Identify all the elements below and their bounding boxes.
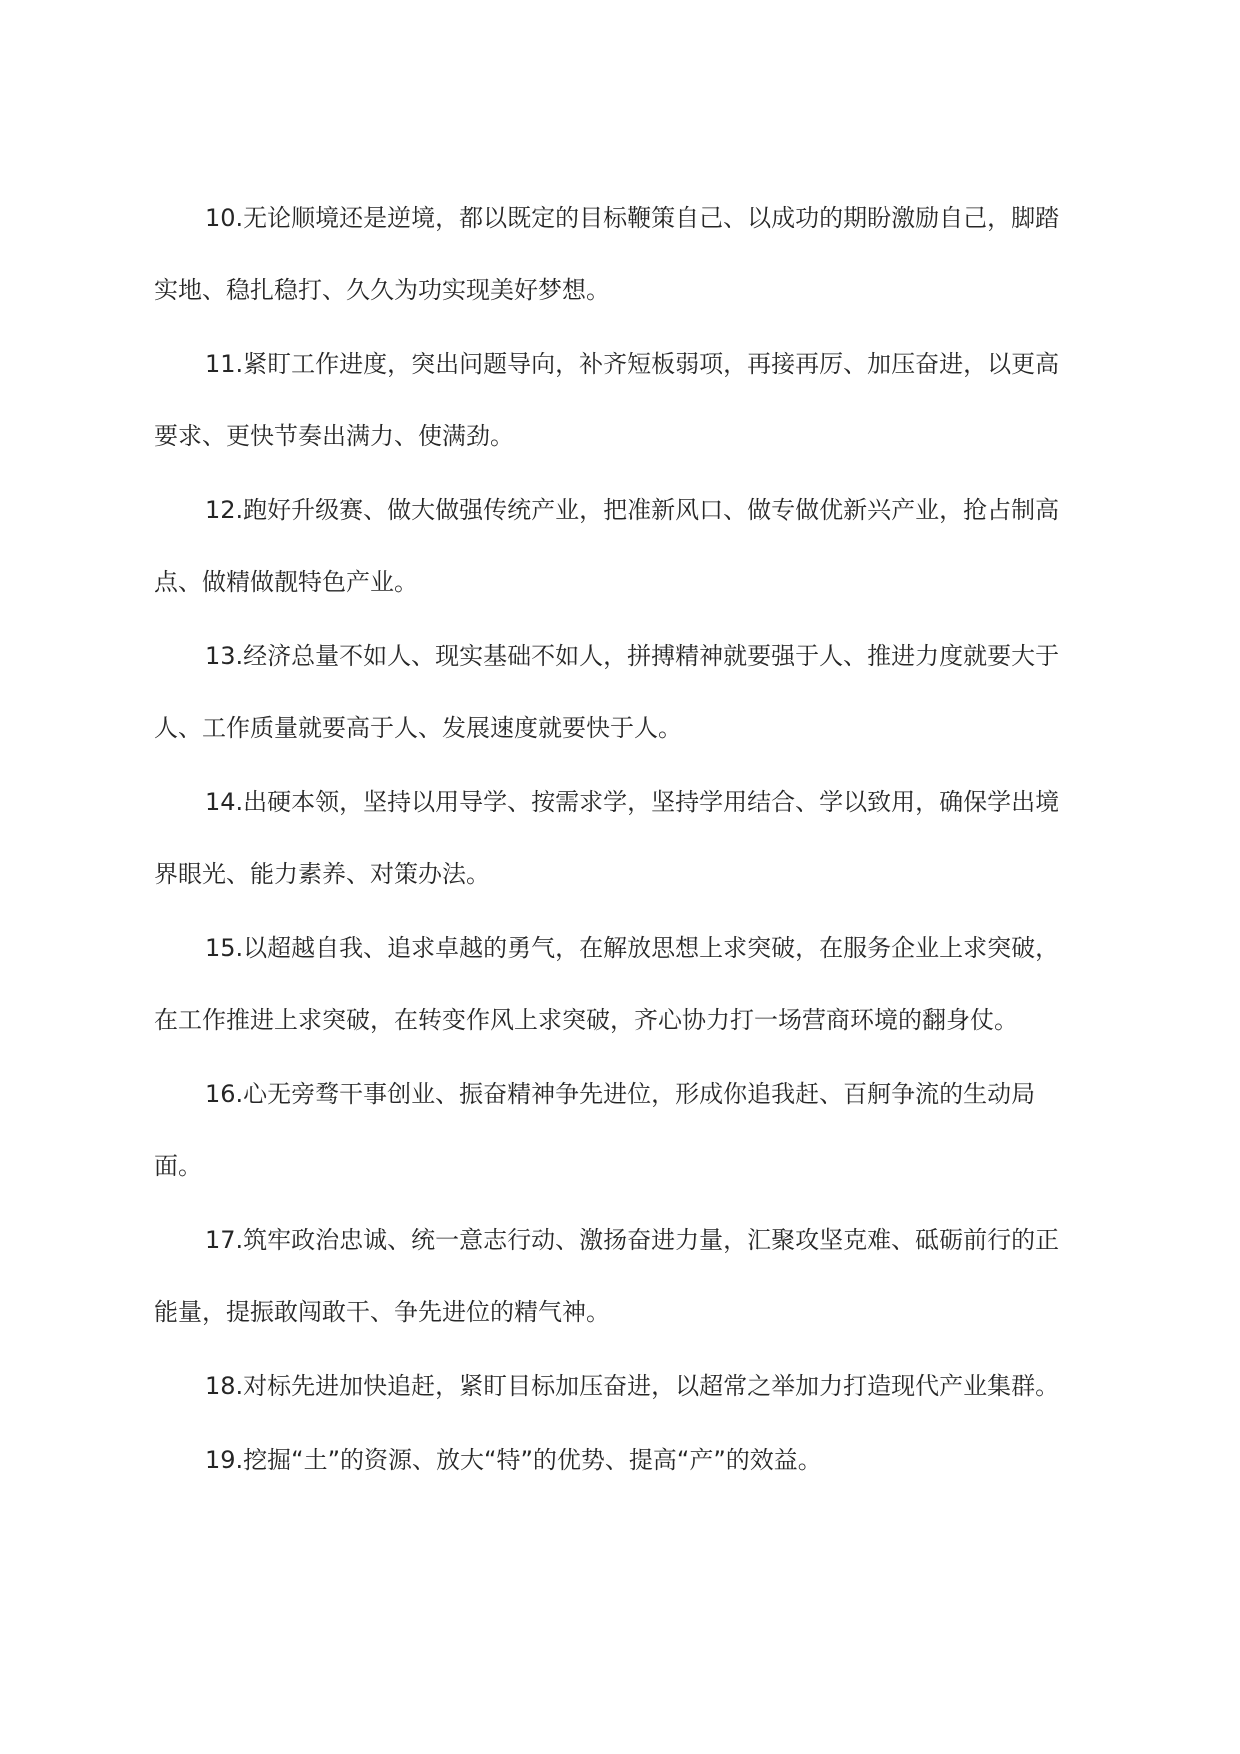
paragraph-11: 11.紧盯工作进度，突出问题导向，补齐短板弱项，再接再厉、加压奋进，以更高要求、更快节奏出满力、使满劲。 [154,350,1060,450]
paragraph-12: 12.跑好升级赛、做大做强传统产业，把准新风口、做专做优新兴产业，抢占制高点、做精做靓特色产业。 [154,496,1060,596]
paragraph-18: 18.对标先进加快追赶，紧盯目标加压奋进，以超常之举加力打造现代产业集群。 [205,1372,1060,1400]
paragraph-14: 14.出硬本领，坚持以用导学、按需求学，坚持学用结合、学以致用，确保学出境界眼光、能力素养、对策办法。 [154,788,1060,888]
paragraph-13: 13.经济总量不如人、现实基础不如人，拼搏精神就要强于人、推进力度就要大于人、工作质量就要高于人、发展速度就要快于人。 [154,642,1060,742]
paragraph-17: 17.筑牢政治忠诚、统一意志行动、激扬奋进力量，汇聚攻坚克难、砥砺前行的正能量，提振敢闯敢干、争先进位的精气神。 [154,1226,1060,1326]
paragraph-10: 10.无论顺境还是逆境，都以既定的目标鞭策自己、以成功的期盼激励自己，脚踏实地、稳扎稳打、久久为功实现美好梦想。 [154,204,1060,304]
paragraph-19: 19.挖掘“土”的资源、放大“特”的优势、提高“产”的效益。 [205,1446,822,1474]
document-body [154,182,1068,1498]
paragraph-16: 16.心无旁骛干事创业、振奋精神争先进位，形成你追我赶、百舸争流的生动局面。 [154,1080,1036,1180]
paragraph-15: 15.以超越自我、追求卓越的勇气，在解放思想上求突破，在服务企业上求突破，在工作推进上求突破，在转变作风上求突破，齐心协力打一场营商环境的翻身仗。 [154,934,1060,1034]
